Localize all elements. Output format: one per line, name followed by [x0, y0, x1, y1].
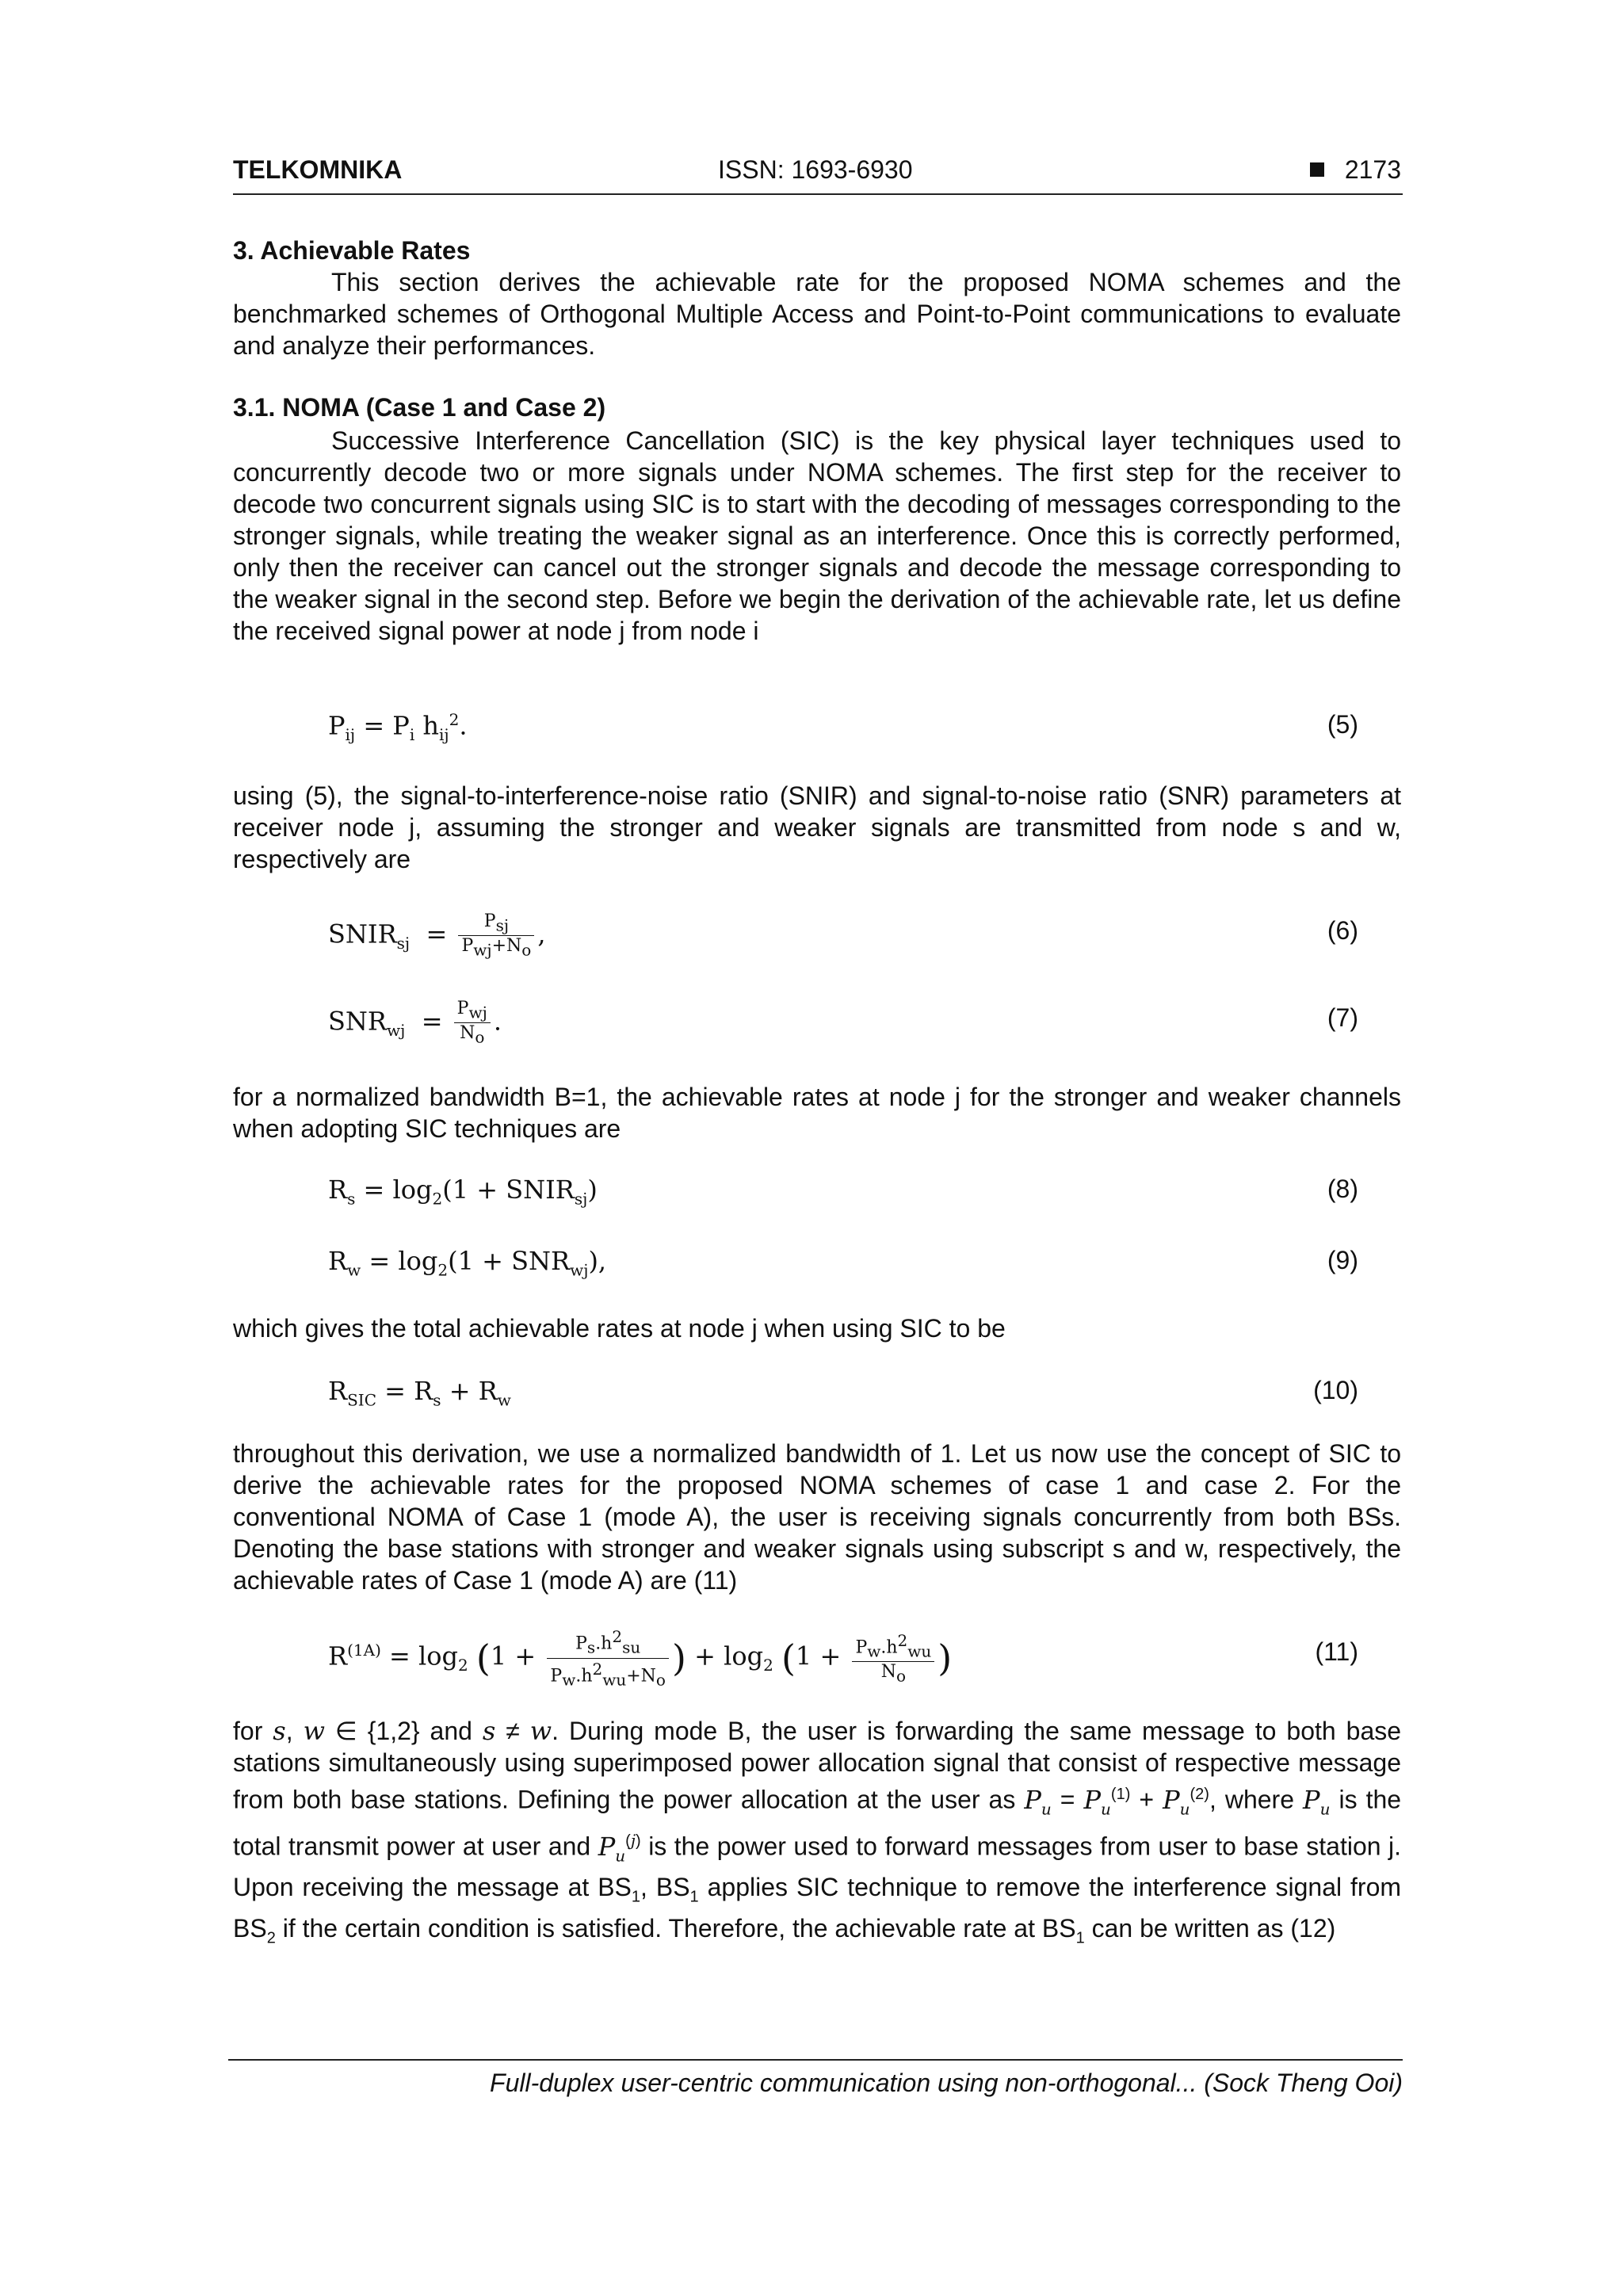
paragraph-bandwidth: for a normalized bandwidth B=1, the achievable rates at node j for the stronger and weaker channels when adopting SIC techniques are — [233, 1083, 1401, 1143]
equation-11: $R^{(1A)} = \log_2 (1$ + $\frac{P_s.h^2_{su}}{P_w.h^2_{wu}+N_o}$ ) + $\log_2 (1$ + $\frac{P_w.h^2_{wu}}{N_o}$ ) (11) — [328, 1627, 1358, 1690]
issn: ISSN: 1693-6930 — [718, 155, 913, 184]
equation-9: $R_w = \log_2(1 + SNR_{wj})$, (9) — [328, 1246, 1358, 1280]
paragraph-mode-b: for s, w ∈ {1,2} and s ≠ w. During mode B, the user is forwarding the same message to both base stations simultaneously using superimposed power allocation signal that consist of respective message from both base stations. Defining the power allocation at the user as $P_u = P_u^{(1)} + P_u^{(2)}$, where $P_u$ is the total transmit power at user and $P_u^{(j)}$ is the power used to forward messages from user to base station j. Upon receiving the message at $BS_1$, $BS_1$ applies SIC technique to remove the interference signal from $BS_2$ if the certain condition is satisfied. Therefore, the achievable rate at $BS_1$ can be written as (12) — [233, 1716, 1402, 1947]
equation-10: $R_{SIC} = R_s + R_w$ (10) — [328, 1376, 1358, 1410]
page-number: 2173 — [1310, 155, 1401, 185]
subsection-heading: 3.1. NOMA (Case 1 and Case 2) — [233, 393, 606, 422]
paragraph-case1: throughout this derivation, we use a normalized bandwidth of 1. Let us now use the concept of SIC to derive the achievable rates for the proposed NOMA schemes of case 1 and case 2. For the conventional NOMA of Case 1 (mode A), the user is receiving signals concurrently from both BSs. Denoting the base stations with stronger and weaker signals using subscript s and w, respectively, the achievable rates of Case 1 (mode A) are (11) — [233, 1439, 1401, 1595]
page-header — [233, 155, 1403, 195]
equation-7: $SNR_{wj}$ = $\frac{P_{wj}}{N_o}$ . (7) — [328, 999, 1358, 1047]
section-heading: 3. Achievable Rates — [233, 236, 471, 265]
journal-name: TELKOMNIKA — [233, 155, 403, 184]
equation-6: $SNIR_{sj}$ = $\frac{P_{sj}}{P_{wj}+N_o}$ , (6) — [328, 911, 1358, 960]
section-intro: This section derives the achievable rate for the proposed NOMA schemes and the benchmarked schemes of Orthogonal Multiple Access and Point-to-Point communications to evaluate and analyze their performances. — [233, 268, 1401, 360]
equation-5: $P_{ij} = P_i$ $h_{ij}^2$. (5) — [328, 710, 1358, 745]
page-footer: Full-duplex user-centric communication using non-orthogonal... (Sock Theng Ooi) — [228, 2059, 1403, 2098]
paragraph-snir: using (5), the signal-to-interference-noise ratio (SNIR) and signal-to-noise ratio (SNR) parameters at receiver node j, assuming the stronger and weaker signals are transmitted from node s and w, respectively are — [233, 781, 1401, 873]
equation-8: $R_s = \log_2(1$ + $SNIR_{sj}$) (8) — [328, 1175, 1358, 1209]
square-bullet-icon — [1310, 162, 1324, 177]
paragraph-sic: Successive Interference Cancellation (SIC) is the key physical layer techniques used to concurrently decode two or more signals under NOMA schemes. The first step for the receiver to decode two concurrent signals using SIC is to start with the decoding of messages corresponding to the stronger signals, while treating the weaker signal as an interference. Once this is correctly performed, only then the receiver can cancel out the stronger signals and decode the message corresponding to the weaker signal in the second step. Before we begin the derivation of the achievable rate, let us define the received signal power at node j from node i — [233, 426, 1401, 645]
paragraph-total-rate: which gives the total achievable rates at node j when using SIC to be — [233, 1314, 1006, 1343]
